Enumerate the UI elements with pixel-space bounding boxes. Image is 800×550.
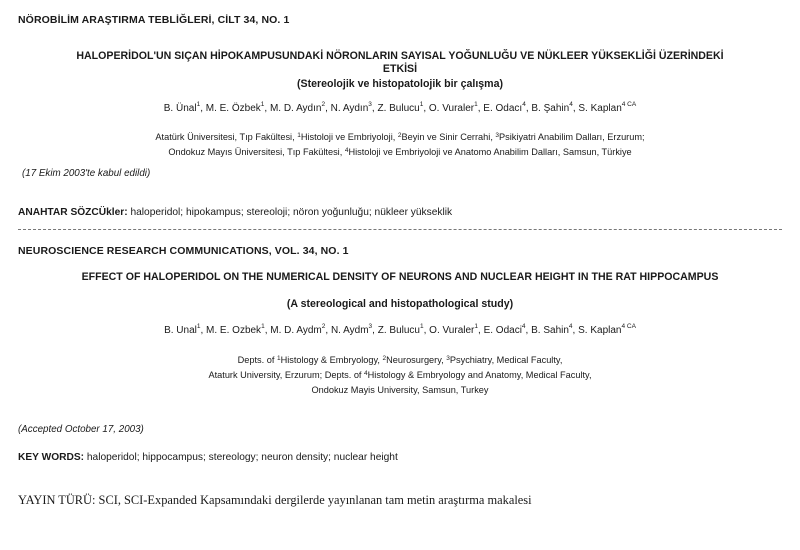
title-turkish-line1: HALOPERİDOL'UN SIÇAN HİPOKAMPUSUNDAKİ NÖRONLARIN SAYISAL YOĞUNLUĞU VE NÜKLEER YÜKSEKLİĞİ ÜZERİNDEKİ [76,50,724,62]
affil-text: Psychiatry, Medical Faculty, [449,355,563,365]
author-name: M. D. Aydm [270,325,322,336]
affil-text: Psikiyatri Anabilim Dalları, Erzurum; [499,132,645,142]
accepted-date-english: (Accepted October 17, 2003) [18,424,144,435]
affiliation-english-line2 [0,368,800,383]
publication-type-note: YAYIN TÜRÜ: SCI, SCI-Expanded Kapsamındaki dergilerde yayınlanan tam metin araştırma makalesi [18,493,532,507]
author-affiliation-sup: 1 [261,323,265,330]
affil-sup: 4 [364,370,368,377]
author-separator: , [525,325,532,336]
affil-text: Neurosurgery, [386,355,447,365]
affil-sup: 3 [446,355,450,362]
author-name: B. Unal [164,325,197,336]
author-affiliation-sup: 2 [321,101,326,108]
journal-header-turkish: NÖROBİLİM ARAŞTIRMA TEBLİĞLERİ, CİLT 34, NO. 1 [18,14,290,26]
author-affiliation-sup: 4 [569,101,573,108]
author-affiliation-sup: 4 [522,101,526,108]
author-separator: , [372,325,378,336]
affil-text: Beyin ve Sinir Cerrahi, [401,132,496,142]
author-name: E. Odacı [483,103,523,114]
keywords-list: haloperidol; hipokampus; stereoloji; nöron yoğunluğu; nükleer yükseklik [127,207,453,218]
author-name: B. Ünal [163,103,197,114]
author-separator: , [325,103,331,114]
author-separator: , [264,103,270,114]
affil-text: Depts. of [237,355,277,365]
authors-turkish [0,103,800,114]
author-affiliation-sup: 1 [196,323,201,330]
keywords-turkish [18,207,452,218]
keywords-english [18,452,398,463]
author-name: Z. Bulucu [377,325,420,336]
author-separator: , [200,103,206,114]
authors-english [0,325,800,336]
author-name: N. Aydın [330,103,369,114]
author-separator: , [478,325,484,336]
affil-sup: 2 [382,355,387,362]
accepted-date-turkish: (17 Ekim 2003'te kabul edildi) [22,168,151,179]
author-name: S. Kaplan [578,103,622,114]
author-name: E. Odaci [483,325,522,336]
author-name: M. D. Aydın [269,103,322,114]
author-affiliation-sup: 1 [419,101,424,108]
author-name: N. Aydm [330,325,369,336]
journal-header-english: NEUROSCIENCE RESEARCH COMMUNICATIONS, VOL. 34, NO. 1 [18,245,349,257]
author-affiliation-sup: 1 [419,323,424,330]
author-affiliation-sup: 4 CA [621,101,637,108]
affil-text: Histoloji ve Embriyoloji ve Anatomo Anabilim Dalları, Samsun, Türkiye [348,147,632,157]
affil-text: Ondokuz Mayıs Üniversitesi, Tıp Fakültesi, [168,147,345,157]
author-affiliation-sup: 4 [521,323,526,330]
author-separator: , [423,103,429,114]
author-separator: , [572,325,579,336]
author-affiliation-sup: 4 [568,323,573,330]
author-name: O. Vuraler [428,103,475,114]
subtitle-english: (A stereological and histopathological study) [286,298,514,310]
affiliation-turkish-line1 [0,130,800,145]
affil-sup: 4 [344,147,349,154]
author-separator: , [325,325,331,336]
author-name: S. Kaplan [578,325,622,336]
affil-sup: 2 [397,132,402,139]
author-affiliation-sup: 1 [196,101,201,108]
author-separator: , [371,103,378,114]
affil-text: Histoloji ve Embriyoloji, [300,132,398,142]
affil-text: Histology & Embryology, [280,355,383,365]
author-affiliation-sup: 1 [474,323,478,330]
author-name: M. E. Ozbek [206,325,262,336]
keywords-list: haloperidol; hippocampus; stereology; neuron density; nuclear height [84,452,398,463]
author-name: M. E. Özbek [205,103,261,114]
author-affiliation-sup: 2 [321,323,326,330]
affiliation-english-line1 [0,353,800,368]
author-separator: , [264,325,271,336]
affiliation-english-line3: Ondokuz Mayis University, Samsun, Turkey [311,385,489,395]
keywords-label: ANAHTAR SÖZCÜkler: [18,207,128,218]
author-affiliation-sup: 3 [368,101,372,108]
author-name: O. Vuraler [429,325,475,336]
affil-text: Histology & Embryology and Anatomy, Medical Faculty, [367,370,592,380]
author-separator: , [572,103,579,114]
author-name: B. Şahin [531,103,570,114]
author-affiliation-sup: 3 [368,323,373,330]
affil-sup: 1 [276,355,281,362]
section-divider [18,229,782,230]
affil-sup: 1 [297,132,301,139]
author-affiliation-sup: 1 [474,101,478,108]
author-separator: , [477,103,484,114]
author-separator: , [423,325,430,336]
affil-text: Atatürk Üniversitesi, Tıp Fakültesi, [155,132,298,142]
author-name: B. Sahin [531,325,569,336]
affil-sup: 3 [495,132,500,139]
author-separator: , [200,325,207,336]
author-separator: , [525,103,532,114]
title-english: EFFECT OF HALOPERIDOL ON THE NUMERICAL DENSITY OF NEURONS AND NUCLEAR HEIGHT IN THE RAT HIPPOCAMPUS [81,271,719,283]
author-name: Z. Bulucu [377,103,420,114]
author-affiliation-sup: 1 [260,101,265,108]
affil-text: Ataturk University, Erzurum; Depts. of [208,370,365,380]
author-affiliation-sup: 4 CA [621,323,636,330]
subtitle-turkish: (Stereolojik ve histopatolojik bir çalışma) [296,78,504,90]
keywords-label: KEY WORDS: [18,452,85,463]
title-turkish-line2: ETKİSİ [382,63,418,75]
affiliation-turkish-line2 [0,145,800,160]
